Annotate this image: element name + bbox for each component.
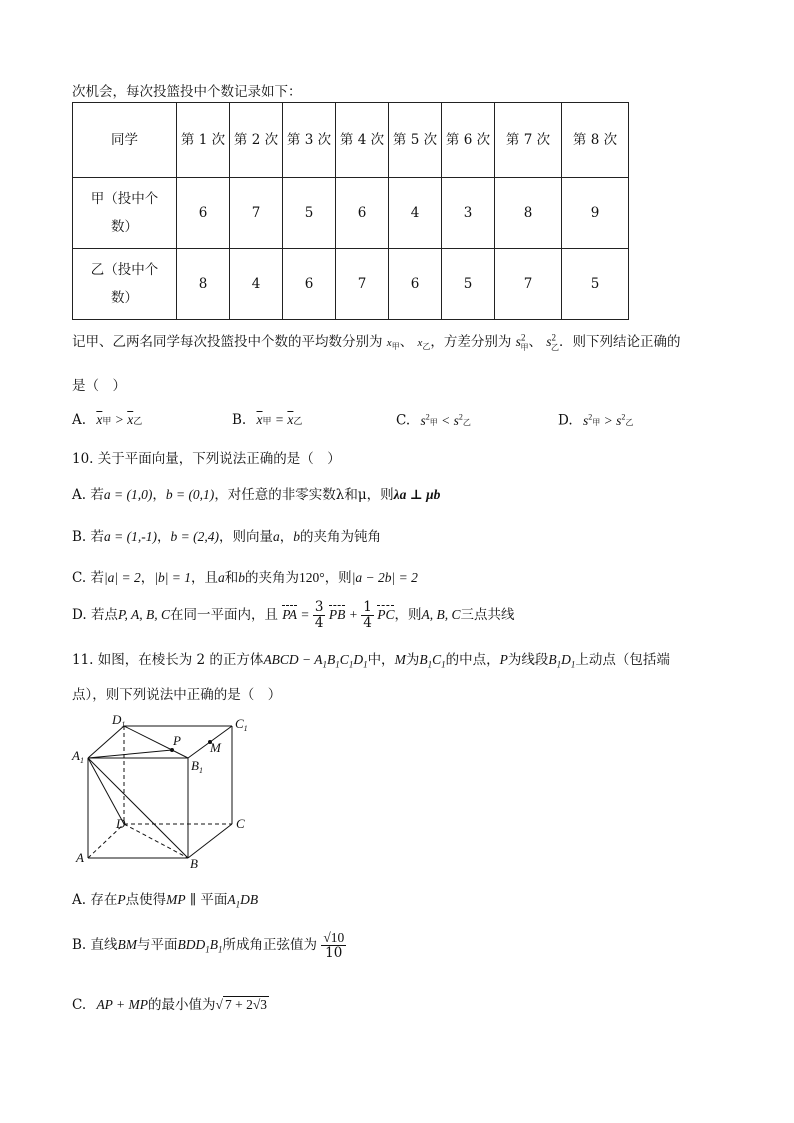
option-label: A. [72,892,87,908]
edge-bc [188,824,232,858]
q9-sep: 、 [528,334,542,350]
option-label: A. [72,487,87,503]
sub-jia: 甲 [262,416,272,426]
table-cell: 8 [177,249,230,320]
table-header-cell: 第 5 次 [389,103,442,178]
q11-option-b[interactable]: B. 直线BM与平面$BDD_1B_1$所成角正弦值为 $\frac{√10}{10}$ [72,930,345,961]
q9-stem-end: ．则下列结论正确的 [559,334,681,350]
q11-option-c[interactable]: C. AP + MP的最小值为√ 7 + 2√3 [72,997,267,1013]
q11c-radicand: 7 + 2√3 [224,997,267,1012]
q10-option-a[interactable]: A. 若a = (1,0)，b = (0,1)，对任意的非零实数λ和μ，则λa ⊥ μb [72,487,441,503]
q10a-vector-a: a = (1,0) [103,487,153,502]
q10d-points: P, A, B, C [117,607,170,622]
diagonal-a1d [88,758,124,824]
option-label: D. [558,412,573,429]
q11b-text: 直线 [90,937,118,953]
table-header-cell: 第 8 次 [562,103,629,178]
q10d-text: 在同一平面内，且 [169,607,278,623]
q9-option-c[interactable]: C. $s^2$甲 < $s^2$乙 [396,412,471,429]
option-label: D. [72,607,87,623]
label-a: A [76,850,84,865]
table-cell: 6 [336,178,389,249]
q11c-text: 的最小值为 [148,997,216,1013]
q10a-vector-b: b = (0,1) [165,487,215,502]
q11a-text: 存在 [90,892,118,908]
q11a-text: 点使得 [125,892,167,908]
q11-stem: 11. 如图，在棱长为 2 的正方体ABCD − $A_1B_1C_1D_1$中，M为$B_1C_1$的中点，P为线段$B_1D_1$上动点（包括端 [72,652,670,670]
score-table [72,102,629,320]
table-cell: 4 [389,178,442,249]
label-c1: $C_1$ [235,716,248,733]
sub-jia: 甲 [429,417,438,427]
q11-text: 为线段 [507,652,549,668]
label-d: D [116,816,126,831]
table-cell: 3 [442,178,495,249]
q11-text: 上动点（包括端 [575,652,670,668]
table-header-cell: 第 6 次 [442,103,495,178]
q11b-text: 与平面 [137,937,178,953]
table-cell: 7 [336,249,389,320]
table-header-cell: 第 3 次 [283,103,336,178]
table-cell: 9 [562,178,629,249]
q10c-text: ，则 [324,570,352,586]
option-label: B. [72,529,87,545]
sub-jia: 甲 [592,417,601,427]
q10a-text: ，对任意的非零实数λ和μ，则 [214,487,394,503]
sub-jia: 甲 [391,342,400,352]
label-m: M [210,740,221,755]
table-cell: 7 [230,178,283,249]
table-cell: 6 [389,249,442,320]
q10d-text: 三点共线 [460,607,515,623]
q11-text: 为 [405,652,420,668]
q10-option-c[interactable]: C. 若|a| = 2，|b| = 1，且a和b的夹角为120°，则|a − 2b| = 2 [72,570,418,586]
table-row-name: 乙（投中个数） [73,249,177,320]
q10b-vector-b: b = (2,4) [170,529,219,544]
q10b-text: ，则向量 [218,529,273,545]
sub-yi: 乙 [422,342,431,352]
option-label: A. [72,412,87,428]
label-p: P [173,733,181,748]
q10-option-b[interactable]: B. 若a = (1,-1)，b = (2,4)，则向量a，b的夹角为钝角 [72,529,381,545]
q9-option-b[interactable]: B. $\overline{x}$甲 = $\overline{x}$乙 [232,412,303,428]
label-a1: $A_1$ [72,748,84,765]
q10b-text: 若 [90,529,105,545]
edge-db-hidden [124,824,188,858]
table-row [73,178,629,249]
q9-stem: 记甲、乙两名同学每次投篮投中个数的平均数分别为 $x_甲$、 $x_乙$，方差分别为 $s^2_甲$、 $s^2_乙$．则下列结论正确的 [72,332,681,352]
table-header-cell: 第 4 次 [336,103,389,178]
sub-yi: 乙 [462,417,471,427]
label-d1: $D_1$ [112,712,126,729]
q10-option-d[interactable]: D. 若点P, A, B, C在同一平面内，且 PA = $\frac{3}{4}$ PB + $\frac{1}{4}$ PC，则A, B, C三点共线 [72,599,515,631]
q10-stem: 10. 关于平面向量，下列说法正确的是（ ） [72,451,341,467]
table-cell: 6 [177,178,230,249]
sub-jia: 甲 [102,416,112,426]
table-cell: 4 [230,249,283,320]
q11-stem-line2: 点），则下列说法中正确的是（ ） [72,687,282,703]
edge-a1d1 [88,726,124,758]
q11b-fraction-den: 10 [325,945,343,961]
table-cell: 8 [495,178,562,249]
label-b1: $B_1$ [191,758,203,775]
table-row-name: 甲（投中个数） [73,178,177,249]
q11-option-a[interactable]: A. 存在P点使得MP ∥ 平面$A_1DB$ [72,892,259,910]
diagonal-a1b [88,758,188,858]
option-label: C. [396,412,411,429]
q11b-text: 所成角正弦值为 [222,937,318,953]
q10b-text: 的夹角为钝角 [299,529,381,545]
table-header-cell: 第 2 次 [230,103,283,178]
sub-yi: 乙 [133,416,143,426]
q10a-text: 若 [90,487,104,503]
q10c-angle: 120° [299,570,325,585]
q9-sep: 、 [399,334,414,350]
q9-stem-variance: ，方差分别为 [430,334,512,350]
intro-line: 次机会，每次投篮投中个数记录如下： [72,84,302,100]
sub-yi: 乙 [625,417,634,427]
segment-a1p [88,750,172,758]
sub-yi: 乙 [551,342,559,352]
sub-yi: 乙 [293,416,303,426]
q9-option-a[interactable]: A. $\overline{x}$甲 > $\overline{x}$乙 [72,412,143,428]
sub-jia: 甲 [520,342,529,352]
q10c-text: ，且 [191,570,219,586]
table-cell: 5 [562,249,629,320]
point-p [170,748,174,752]
q10d-text: 若点 [90,607,118,623]
q9-stem-line2: 是（ ） [72,378,126,394]
table-cell: 5 [283,178,336,249]
q10a-conclusion: λa ⊥ μb [393,487,441,502]
label-b: B [190,856,198,871]
option-label: B. [232,412,247,428]
q11a-text: 平面 [200,892,228,908]
q10d-text: ，则 [394,607,422,623]
q9-option-d[interactable]: D. $s^2$甲 > $s^2$乙 [558,412,634,429]
q11-text: 的中点， [445,652,500,668]
q10c-text: 的夹角为 [245,570,300,586]
q11-text: 中， [367,652,395,668]
q10c-text: 和 [224,570,239,586]
q10c-text: 若 [90,570,104,586]
option-label: B. [72,937,87,953]
cube-figure [70,712,260,872]
table-header-cell: 同学 [73,103,177,178]
table-cell: 5 [442,249,495,320]
q10b-vector-a: a = (1,-1) [104,529,157,544]
option-label: C. [72,997,87,1013]
table-header-cell: 第 7 次 [495,103,562,178]
table-cell: 6 [283,249,336,320]
q9-stem-text: 记甲、乙两名同学每次投篮投中个数的平均数分别为 [72,334,383,350]
q11b-fraction-num: √10 [323,930,345,945]
table-row [73,249,629,320]
option-label: C. [72,570,87,586]
table-header-cell: 第 1 次 [177,103,230,178]
table-header-row [73,103,629,178]
label-c: C [236,816,245,831]
table-cell: 7 [495,249,562,320]
q11-text: 11. 如图，在棱长为 2 的正方体 [72,652,264,668]
